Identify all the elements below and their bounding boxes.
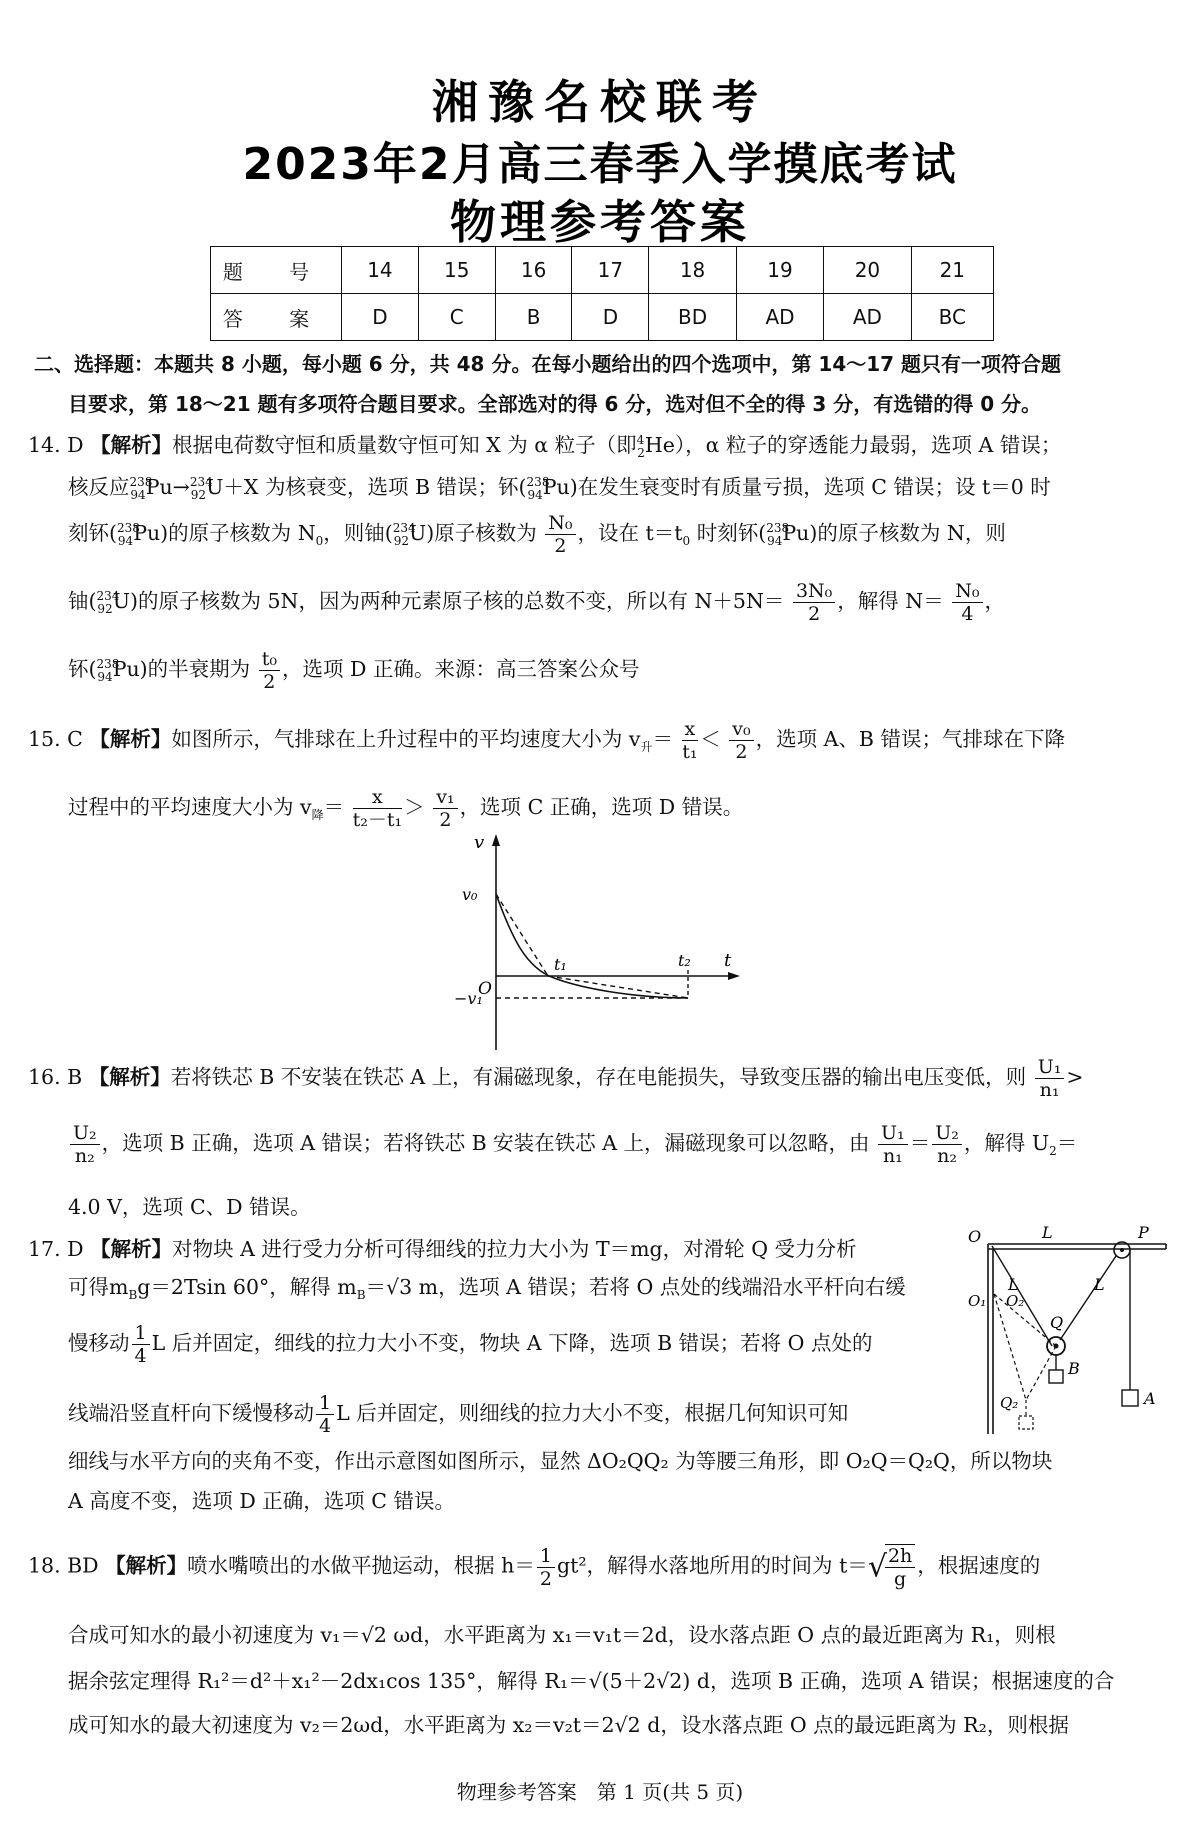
q16-text: 若将铁芯 B 不安装在铁芯 A 上，有漏磁现象，存在电能损失，导致变压器的输出电压变低，则 — [170, 1065, 1027, 1089]
q15-text: ，选项 C 正确，选项 D 错误。 — [459, 795, 744, 819]
q18-tag: 18. BD — [28, 1553, 99, 1578]
q14-text: ，选项 D 正确。来源：高三答案公众号 — [281, 657, 640, 681]
q14-line1: 14. D 【解析】根据电荷数守恒和质量数守恒可知 X 为 α 粒子（即$^4_2$He），α 粒子的穿透能力最弱，选项 A 错误； — [28, 433, 1062, 461]
question-number: 16 — [495, 247, 572, 294]
q14-line5: 钚($^{238}_{94}$Pu)的半衰期为 $\frac{\text{t₀}}{2}$ ，选项 D 正确。来源：高三答案公众号 — [68, 648, 640, 693]
q14-line3: 刻钚($^{238}_{94}$Pu)的原子核数为 $N_0$，则铀($^{234}_{92}$U)原子核数为 $\frac{\text{N₀}}{2}$ ，设在 $t=t_0$ 时刻钚($^{238}_{94}$Pu)的原子核数为 N，则 — [68, 512, 1006, 557]
q15-text: 如图所示，气排球在上升过程中的平均速度大小为 v — [171, 727, 641, 751]
q14-text: 核反应 — [68, 475, 130, 499]
question-number: 18 — [649, 247, 737, 294]
q17-line4 — [68, 1392, 848, 1437]
q16-tag: 16. B — [28, 1065, 83, 1089]
fraction-2h-over-g: $\frac{2h}{g}$ — [885, 1544, 915, 1590]
row-label: 题 号 — [211, 247, 342, 294]
q14-text: ，设在 t＝t — [577, 521, 683, 545]
q14-text: ， — [984, 589, 1006, 613]
q18-line4: 成可知水的最大初速度为 v₂＝2ωd，水平距离为 x₂＝v₂t＝2√2 d，设水落点距 O 点的最远距离为 R₂，则根据 — [68, 1713, 1069, 1737]
page-footer: 物理参考答案 第 1 页(共 5 页) — [456, 1780, 744, 1804]
q16-text: ＝ — [1056, 1131, 1078, 1155]
graph-t-label: t — [724, 950, 732, 971]
graph-v-label: v — [474, 832, 485, 853]
q16-line3: 4.0 V，选项 C、D 错误。 — [68, 1195, 311, 1219]
answer-cell: AD — [824, 294, 911, 341]
answer-table — [210, 246, 994, 341]
q14-text: 根据电荷数守恒和质量数守恒可知 X 为 α 粒子（即 — [172, 433, 637, 457]
q17-tag: 17. D — [28, 1237, 84, 1261]
q14-text: ，解得 N＝ — [837, 589, 944, 613]
q15-text: ＝ — [323, 795, 345, 819]
fraction-1-over-2: $\frac{1}{2}$ — [537, 1545, 555, 1590]
table-row — [211, 294, 994, 341]
graph-t2-label: t₂ — [678, 951, 691, 970]
question-number: 17 — [572, 247, 649, 294]
q14-text: 钚( — [68, 657, 97, 681]
q17-label: 【解析】 — [90, 1237, 173, 1261]
q17-line1 — [28, 1232, 857, 1262]
fig-label-o2: O₂ — [1006, 1292, 1025, 1310]
q17-text: ＝√3 m，选项 A 错误；若将 O 点处的线端沿水平杆向右缓 — [365, 1275, 906, 1299]
q15-text: ＜ — [700, 727, 721, 751]
fig-label-q: Q — [1050, 1313, 1064, 1332]
q17-line2: 可得$m_Bg=2Tsin$ 60°，解得 $m_B=√3$ m，选项 A 错误；若将 O 点处的线端沿水平杆向右缓 — [68, 1275, 906, 1303]
q14-text: 铀( — [68, 589, 97, 613]
q17-text: L 后并固定，细线的拉力大小不变，物块 A 下降，选项 B 错误；若将 O 点处的 — [151, 1331, 873, 1355]
q17-line6: A 高度不变，选项 D 正确，选项 C 错误。 — [68, 1489, 456, 1513]
q16-text: ，解得 U — [963, 1131, 1050, 1155]
answer-cell: BC — [911, 294, 993, 341]
fraction-x-over-t2-t1: $\frac{x}{\text{t₂－t₁}}$ — [352, 786, 403, 831]
fraction-v1-over-2: $\frac{\text{v₁}}{2}$ — [433, 786, 457, 831]
exam-alliance-title: 湘豫名校联考 — [432, 75, 768, 129]
q14-line2: 核反应$^{238}_{94}$Pu→$^{234}_{92}$U＋X 为核衰变，选项 B 错误；钚($^{238}_{94}$Pu)在发生衰变时有质量亏损，选项 C 错误；设 t＝0 时 — [68, 475, 1051, 503]
row-label: 答 案 — [211, 294, 342, 341]
q18-text: gt²，解得水落地所用的时间为 t＝ — [556, 1553, 868, 1578]
graph-neg-v1-label: −v₁ — [454, 989, 483, 1008]
answer-cell: AD — [736, 294, 823, 341]
fraction-t0-over-2: $\frac{\text{t₀}}{2}$ — [259, 648, 280, 693]
pulley-diagram — [968, 1222, 1176, 1438]
fraction-x-over-t1: $\frac{x}{\text{t₁}}$ — [682, 718, 698, 763]
fraction-v0-over-2: $\frac{\text{v₀}}{2}$ — [729, 718, 753, 763]
q14-text: 刻钚( — [68, 521, 117, 545]
fig-label-l-right: L — [1094, 1275, 1105, 1294]
fig-label-l-left: L — [1008, 1275, 1019, 1294]
q15-text: 过程中的平均速度大小为 v — [68, 795, 312, 819]
fig-label-o1: O₁ — [968, 1292, 987, 1310]
q14-text: He），α 粒子的穿透能力最弱，选项 A 错误； — [644, 433, 1062, 457]
q14-label: 【解析】 — [90, 433, 173, 457]
fig-label-a: A — [1144, 1389, 1156, 1408]
graph-v0-label: v₀ — [462, 885, 478, 904]
answer-cell: B — [495, 294, 572, 341]
graph-t1-label: t₁ — [554, 955, 567, 974]
fraction-1-over-4: $\frac{1}{4}$ — [132, 1322, 150, 1367]
sqrt-sign: √ — [867, 1549, 887, 1585]
q18-line3: 据余弦定理得 R₁²＝d²＋x₁²－2dx₁cos 135°，解得 R₁＝√(5＋2√2) d，选项 B 正确，选项 A 错误；根据速度的合 — [68, 1669, 1115, 1693]
answer-cell: D — [342, 294, 419, 341]
q14-text: Pu→ — [145, 475, 190, 499]
fig-label-l-top: L — [1042, 1223, 1053, 1242]
q17-line5: 细线与水平方向的夹角不变，作出示意图如图所示，显然 ΔO₂QQ₂ 为等腰三角形，即 O₂Q＝Q₂Q，所以物块 — [68, 1449, 1053, 1473]
q14-text: 时刻钚( — [690, 521, 767, 545]
fraction-n0-over-2: $\frac{\text{N₀}}{2}$ — [545, 512, 575, 557]
q14-text: U)原子核数为 — [408, 521, 537, 545]
q17-text: 对物块 A 进行受力分析可得细线的拉力大小为 T＝mg，对滑轮 Q 受力分析 — [172, 1237, 857, 1261]
answer-cell: D — [572, 294, 649, 341]
fraction-u2-over-n2: $\frac{\text{U₂}}{\text{n₂}}$ — [932, 1122, 962, 1167]
q15-text: ＞ — [404, 795, 425, 819]
q15-tag: 15. C — [28, 727, 83, 751]
q15-text: ，选项 A、B 错误；气排球在下降 — [755, 727, 1066, 751]
q15-line1: 15. C 【解析】如图所示，气排球在上升过程中的平均速度大小为 $v_升=$ $\frac{x}{\text{t₁}}$ ＜ $\frac{\text{v₀}}{2}$ ，选项 A、B 错误；气排球在下降 — [28, 718, 1066, 763]
fig-label-p: P — [1138, 1223, 1149, 1242]
fraction-n0-over-4: $\frac{\text{N₀}}{4}$ — [952, 580, 982, 625]
q14-tag: 14. D — [28, 433, 84, 457]
q15-label: 【解析】 — [89, 727, 172, 751]
fraction-u2-over-n2: $\frac{\text{U₂}}{\text{n₂}}$ — [70, 1122, 100, 1167]
question-number: 21 — [911, 247, 993, 294]
q14-text: U＋X 为核衰变，选项 B 错误；钚( — [206, 475, 527, 499]
q17-text: g＝2Tsin 60°，解得 m — [137, 1275, 357, 1299]
q16-label: 【解析】 — [88, 1065, 171, 1089]
q17-text: L 后并固定，则细线的拉力大小不变，根据几何知识可知 — [336, 1401, 849, 1425]
table-row — [211, 247, 994, 294]
q18-text: 喷水嘴喷出的水做平抛运动，根据 h＝ — [187, 1553, 535, 1578]
fraction-u1-over-n1: $\frac{\text{U₁}}{\text{n₁}}$ — [1035, 1056, 1065, 1101]
q14-text: ，则铀( — [323, 521, 393, 545]
fig-label-q2: Q₂ — [1000, 1394, 1019, 1412]
fraction-1-over-4: $\frac{1}{4}$ — [316, 1392, 334, 1437]
question-number: 15 — [418, 247, 495, 294]
q18-line1 — [28, 1544, 1040, 1590]
q17-text: 线端沿竖直杆向下缓慢移动 — [68, 1401, 314, 1425]
q18-text: ，根据速度的 — [917, 1553, 1041, 1578]
q14-line4: 铀($^{234}_{92}$U)的原子核数为 5N，因为两种元素原子核的总数不变，所以有 N＋5N＝ $\frac{\text{3N₀}}{2}$ ，解得 N＝ $\frac{\text{N₀}}{4}$ ， — [68, 580, 1006, 625]
q17-text: 可得m — [68, 1275, 129, 1299]
fraction-u1-over-n1: $\frac{\text{U₁}}{\text{n₁}}$ — [878, 1122, 908, 1167]
q18-line2: 合成可知水的最小初速度为 v₁＝√2 ωd，水平距离为 x₁＝v₁t＝2d，设水落点距 O 点的最近距离为 R₁，则根 — [68, 1623, 1056, 1647]
q14-text: Pu)在发生衰变时有质量亏损，选项 C 错误；设 t＝0 时 — [542, 475, 1051, 499]
q18-label: 【解析】 — [105, 1553, 188, 1578]
section-heading-line1: 二、选择题：本题共 8 小题，每小题 6 分，共 48 分。在每小题给出的四个选项中，第 14～17 题只有一项符合题 — [34, 352, 1062, 376]
q14-text: U)的原子核数为 5N，因为两种元素原子核的总数不变，所以有 N＋5N＝ — [112, 589, 785, 613]
q14-text: Pu)的原子核数为 N，则 — [782, 521, 1006, 545]
q17-text: 慢移动 — [68, 1331, 130, 1355]
q16-text: ，选项 B 正确，选项 A 错误；若将铁芯 B 安装在铁芯 A 上，漏磁现象可以忽略，由 — [101, 1131, 870, 1155]
answer-key-title: 物理参考答案 — [450, 195, 750, 249]
q14-text: Pu)的半衰期为 — [112, 657, 251, 681]
question-number: 20 — [824, 247, 911, 294]
answer-cell: BD — [649, 294, 737, 341]
q15-line2: 过程中的平均速度大小为 $v_降=$ $\frac{x}{\text{t₂－t₁}}$ ＞ $\frac{\text{v₁}}{2}$ ，选项 C 正确，选项 D 错误。 — [68, 786, 744, 831]
answer-cell: C — [418, 294, 495, 341]
q16-line1: 16. B 【解析】若将铁芯 B 不安装在铁芯 A 上，有漏磁现象，存在电能损失，导致变压器的输出电压变低，则 $\frac{\text{U₁}}{\text{n₁}}$ > — [28, 1056, 1084, 1101]
question-number: 19 — [736, 247, 823, 294]
exam-title: 2023年2月高三春季入学摸底考试 — [242, 139, 958, 190]
section-heading-line2: 目要求，第 18～21 题有多项符合题目要求。全部选对的得 6 分，选对但不全的得 3 分，有选错的得 0 分。 — [68, 392, 1042, 416]
q16-line2: $\frac{\text{U₂}}{\text{n₂}}$ ，选项 B 正确，选项 A 错误；若将铁芯 B 安装在铁芯 A 上，漏磁现象可以忽略，由 $\frac{\text{U₁}}{\text{n₁}}$ ＝ $\frac{\text{U₂}}{\text{n₂}}$ ，解得 $U_2=$ — [68, 1122, 1077, 1167]
graph-origin-label: O — [478, 979, 492, 999]
fig-label-o: O — [968, 1227, 982, 1246]
q15-text: ＝ — [652, 727, 673, 751]
velocity-time-graph — [450, 828, 750, 1058]
fraction-3n0-over-2: $\frac{\text{3N₀}}{2}$ — [793, 580, 835, 625]
question-number: 14 — [342, 247, 419, 294]
fig-label-b: B — [1068, 1359, 1080, 1378]
q17-line3 — [68, 1322, 873, 1367]
q14-text: Pu)的原子核数为 N — [133, 521, 316, 545]
